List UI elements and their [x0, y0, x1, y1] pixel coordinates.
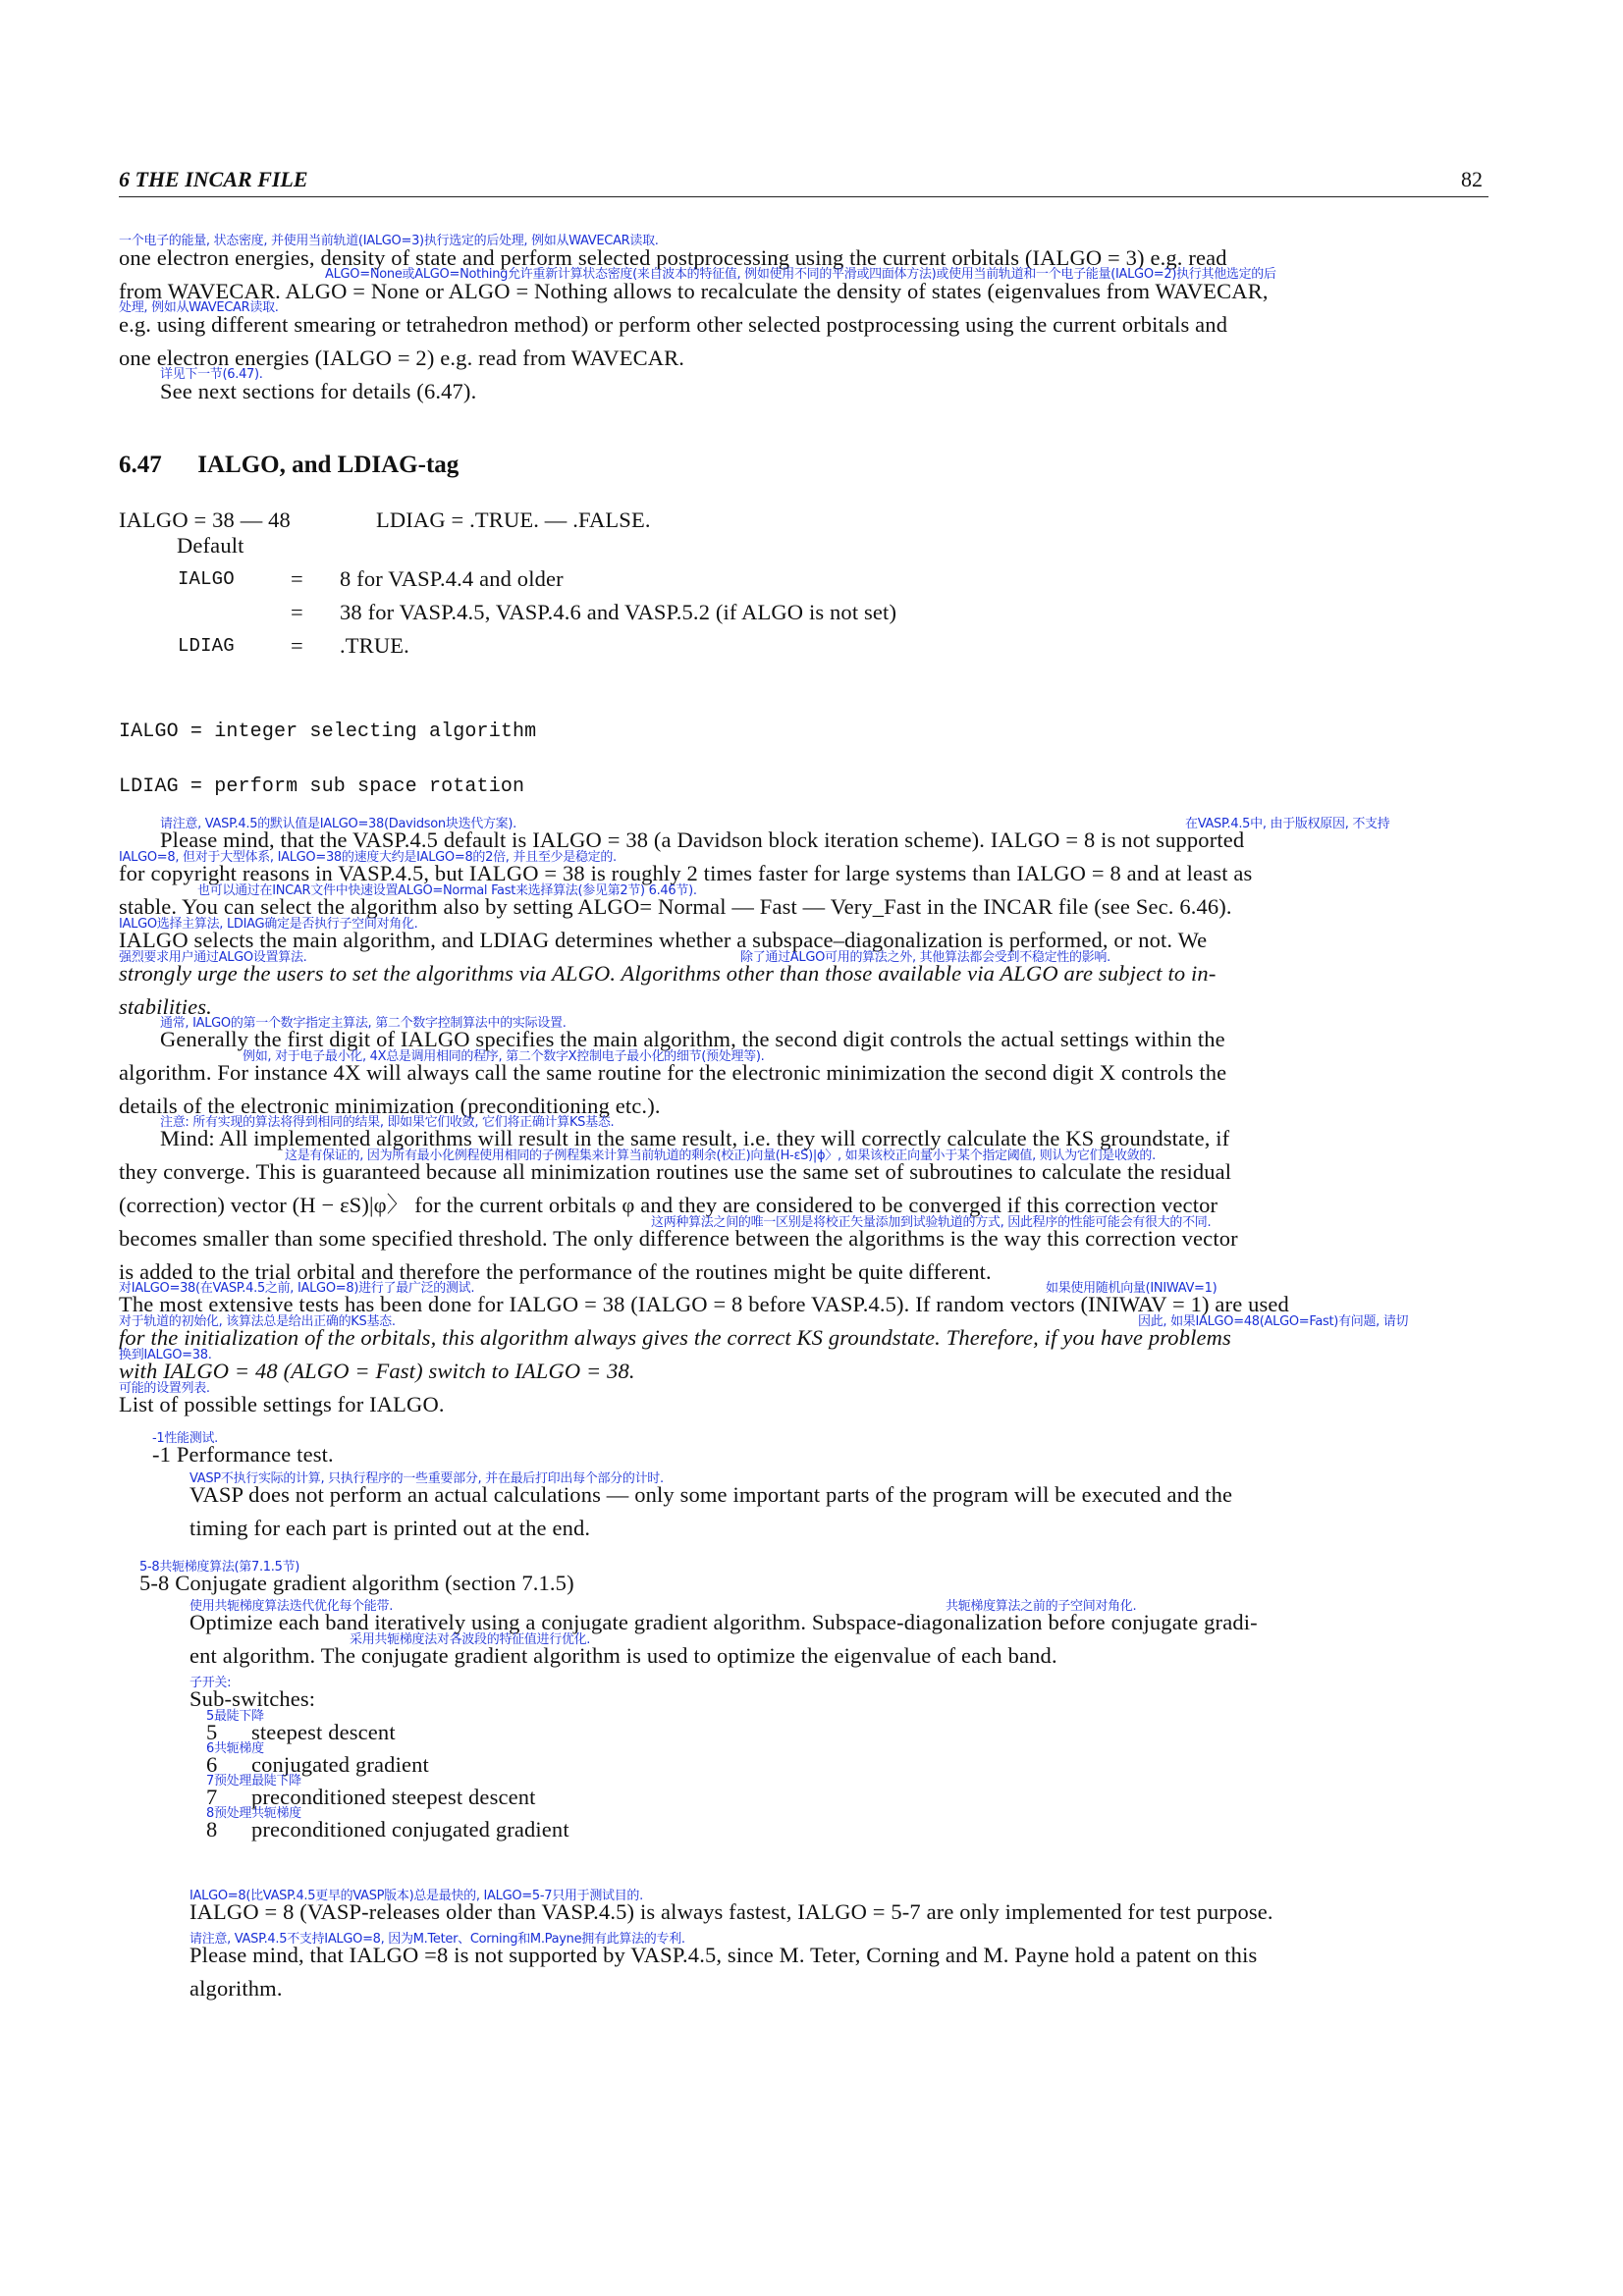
section-heading: [119, 452, 459, 479]
annotation: 注意: 所有实现的算法将得到相同的结果, 即如果它们收敛, 它们将正确计算KS基态.: [160, 1115, 615, 1130]
body-line: The most extensive tests has been done for IALGO = 38 (IALGO = 8 before VASP.4.5). If random vectors (INIWAV = 1) are used: [119, 1292, 1289, 1316]
list-item-label: -1 Performance test.: [152, 1442, 334, 1467]
annotation: 共轭梯度算法之前的子空间对角化.: [946, 1599, 1137, 1614]
annotation: 详见下一节(6.47).: [160, 367, 263, 382]
annotation: 对于轨道的初始化, 该算法总是给出正确的KS基态.: [119, 1314, 396, 1329]
sub-switch-number: 5: [206, 1720, 218, 1744]
sub-switch-text: preconditioned steepest descent: [251, 1785, 536, 1809]
annotation: 8预处理共轭梯度: [206, 1806, 301, 1821]
annotation: 处理, 例如从WAVECAR读取.: [119, 300, 279, 315]
sub-switch-text: conjugated gradient: [251, 1752, 429, 1777]
annotation: 除了通过ALGO可用的算法之外, 其他算法都会受到不稳定性的影响.: [740, 950, 1110, 965]
annotation: 换到IALGO=38.: [119, 1348, 212, 1362]
annotation: 这是有保证的, 因为所有最小化例程使用相同的子例程集来计算当前轨道的剩余(校正)向量(H-εS)|ϕ〉, 如果该校正向量小于某个指定阈值, 则认为它们是收敛的.: [285, 1148, 1156, 1163]
body-line: strongly urge the users to set the algorithms via ALGO. Algorithms other than those available via ALGO are subject to in-: [119, 961, 1217, 986]
body-line: See next sections for details (6.47).: [160, 379, 477, 403]
definition-ialgo: IALGO = integer selecting algorithm: [119, 721, 537, 743]
list-item-text: timing for each part is printed out at the end.: [189, 1516, 591, 1540]
body-line: stable. You can select the algorithm also by setting ALGO= Normal — Fast — Very_Fast in the INCAR file (see Sec. 6.46).: [119, 894, 1232, 919]
default-label: Default: [177, 533, 244, 558]
annotation: 在VASP.4.5中, 由于版权原因, 不支持: [1185, 817, 1390, 831]
section-number: 6.47: [119, 452, 162, 478]
annotation: 这两种算法之间的唯一区别是将校正矢量添加到试验轨道的方式, 因此程序的性能可能会有很大的不同.: [651, 1215, 1212, 1230]
sub-switch-number: 8: [206, 1817, 218, 1842]
sub-switch-number: 6: [206, 1752, 218, 1777]
body-line: Mind: All implemented algorithms will result in the same result, i.e. they will correctly calculate the KS groundstate, if: [160, 1126, 1230, 1150]
annotation: 请注意, VASP.4.5的默认值是IALGO=38(Davidson块迭代方案).: [160, 817, 516, 831]
body-line: Generally the first digit of IALGO specifies the main algorithm, the second digit controls the actual settings within the: [160, 1027, 1225, 1051]
annotation: 对IALGO=38(在VASP.4.5之前, IALGO=8)进行了最广泛的测试.: [119, 1281, 475, 1296]
annotation: 如果使用随机向量(INIWAV=1): [1046, 1281, 1217, 1296]
body-line: is added to the trial orbital and therefore the performance of the routines might be quite different.: [119, 1259, 992, 1284]
list-item-text: Optimize each band iteratively using a conjugate gradient algorithm. Subspace-diagonalization before conjugate gradi-: [189, 1610, 1258, 1634]
body-line: Please mind, that IALGO =8 is not supported by VASP.4.5, since M. Teter, Corning and M. Payne hold a patent on this: [189, 1943, 1258, 1967]
body-line: becomes smaller than some specified threshold. The only difference between the algorithms is the way this correction vector: [119, 1226, 1238, 1251]
annotation: IALGO=8, 但对于大型体系, IALGO=38的速度大约是IALGO=8的2倍, 并且至少是稳定的.: [119, 850, 617, 865]
ldiag-range: LDIAG = .TRUE. — .FALSE.: [376, 507, 651, 532]
annotation: 7预处理最陡下降: [206, 1774, 301, 1789]
default-key: LDIAG: [178, 635, 235, 657]
header-rule: [119, 196, 1488, 197]
annotation: 一个电子的能量, 状态密度, 并使用当前轨道(IALGO=3)执行选定的后处理, 例如从WAVECAR读取.: [119, 234, 659, 248]
annotation: 通常, IALGO的第一个数字指定主算法, 第二个数字控制算法中的实际设置.: [160, 1016, 567, 1031]
default-eq: =: [291, 600, 303, 624]
body-line: with IALGO = 48 (ALGO = Fast) switch to IALGO = 38.: [119, 1359, 635, 1383]
page-number: 82: [1461, 167, 1483, 191]
body-line: List of possible settings for IALGO.: [119, 1392, 445, 1416]
body-line: stabilities.: [119, 994, 212, 1019]
body-line: details of the electronic minimization (preconditioning etc.).: [119, 1094, 661, 1118]
annotation: 5最陡下降: [206, 1709, 264, 1724]
annotation: VASP不执行实际的计算, 只执行程序的一些重要部分, 并在最后打印出每个部分的计时.: [189, 1471, 664, 1486]
body-line: for the initialization of the orbitals, this algorithm always gives the correct KS groundstate. Therefore, if you have problems: [119, 1325, 1231, 1350]
body-line: for copyright reasons in VASP.4.5, but IALGO = 38 is roughly 2 times faster for large systems than IALGO = 8 and at least as: [119, 861, 1253, 885]
body-line: one electron energies (IALGO = 2) e.g. read from WAVECAR.: [119, 346, 685, 370]
annotation: ALGO=None或ALGO=Nothing允许重新计算状态密度(来自波本的特征值, 例如使用不同的平滑或四面体方法)或使用当前轨道和一个电子能量(IALGO=2)执行其他选定的后: [325, 267, 1276, 282]
body-line: (correction) vector (H − εS)|φ〉 for the current orbitals φ and they are considered to be converged if this correction vector: [119, 1193, 1218, 1217]
annotation: IALGO选择主算法, LDIAG确定是否执行子空间对角化.: [119, 917, 418, 932]
body-line: one electron energies, density of state and perform selected postprocessing using the current orbitals (IALGO = 3) e.g. read: [119, 245, 1227, 270]
annotation: 5-8共轭梯度算法(第7.1.5节): [139, 1560, 300, 1575]
annotation: 6共轭梯度: [206, 1741, 264, 1756]
annotation: 因此, 如果IALGO=48(ALGO=Fast)有问题, 请切: [1138, 1314, 1409, 1329]
annotation: 使用共轭梯度算法迭代优化每个能带.: [189, 1599, 394, 1614]
default-value: .TRUE.: [340, 633, 409, 658]
section-title: IALGO, and LDIAG-tag: [197, 452, 460, 478]
body-line: algorithm.: [189, 1976, 283, 2001]
annotation: 强烈要求用户通过ALGO设置算法.: [119, 950, 307, 965]
annotation: 采用共轭梯度法对各波段的特征值进行优化.: [350, 1632, 591, 1647]
sub-switch-text: steepest descent: [251, 1720, 396, 1744]
annotation: -1性能测试.: [152, 1431, 218, 1446]
sub-switch-text: preconditioned conjugated gradient: [251, 1817, 569, 1842]
body-line: Please mind, that the VASP.4.5 default is IALGO = 38 (a Davidson block iteration scheme). IALGO = 8 is not supported: [160, 828, 1245, 852]
annotation: IALGO=8(比VASP.4.5更早的VASP版本)总是最快的, IALGO=5-7只用于测试目的.: [189, 1889, 643, 1903]
annotation: 例如, 对于电子最小化, 4X总是调用相同的程序, 第二个数字X控制电子最小化的细节(预处理等).: [243, 1049, 765, 1064]
annotation: 请注意, VASP.4.5不支持IALGO=8, 因为M.Teter、Corning和M.Payne拥有此算法的专利.: [189, 1932, 685, 1947]
annotation: 也可以通过在INCAR文件中快速设置ALGO=Normal Fast来选择算法(参见第2节) 6.46节).: [197, 883, 697, 898]
definition-ldiag: LDIAG = perform sub space rotation: [119, 775, 525, 798]
annotation: 可能的设置列表.: [119, 1381, 210, 1396]
default-value: 8 for VASP.4.4 and older: [340, 566, 564, 591]
default-value: 38 for VASP.4.5, VASP.4.6 and VASP.5.2 (if ALGO is not set): [340, 600, 897, 624]
body-line: IALGO = 8 (VASP-releases older than VASP.4.5) is always fastest, IALGO = 5-7 are only implemented for test purpose.: [189, 1899, 1273, 1924]
list-item-text: ent algorithm. The conjugate gradient algorithm is used to optimize the eigenvalue of each band.: [189, 1643, 1057, 1668]
body-line: they converge. This is guaranteed because all minimization routines use the same set of subroutines to calculate the residual: [119, 1159, 1232, 1184]
list-item-text: VASP does not perform an actual calculations — only some important parts of the program will be executed and the: [189, 1482, 1233, 1507]
sub-switch-number: 7: [206, 1785, 218, 1809]
sub-switches-label: Sub-switches:: [189, 1686, 316, 1711]
list-item-label: 5-8 Conjugate gradient algorithm (section 7.1.5): [139, 1571, 574, 1595]
body-line: from WAVECAR. ALGO = None or ALGO = Nothing allows to recalculate the density of states (eigenvalues from WAVECAR,: [119, 279, 1269, 303]
ialgo-range: IALGO = 38 — 48: [119, 507, 291, 532]
default-eq: =: [291, 633, 303, 658]
default-key: IALGO: [178, 568, 235, 590]
default-eq: =: [291, 566, 303, 591]
body-line: e.g. using different smearing or tetrahedron method) or perform other selected postprocessing using the current orbitals and: [119, 312, 1228, 337]
annotation: 子开关:: [189, 1676, 232, 1690]
running-header: 6 THE INCAR FILE: [119, 167, 308, 191]
body-line: IALGO selects the main algorithm, and LDIAG determines whether a subspace–diagonalization is performed, or not. We: [119, 928, 1208, 952]
body-line: algorithm. For instance 4X will always call the same routine for the electronic minimization the second digit X controls the: [119, 1060, 1227, 1085]
